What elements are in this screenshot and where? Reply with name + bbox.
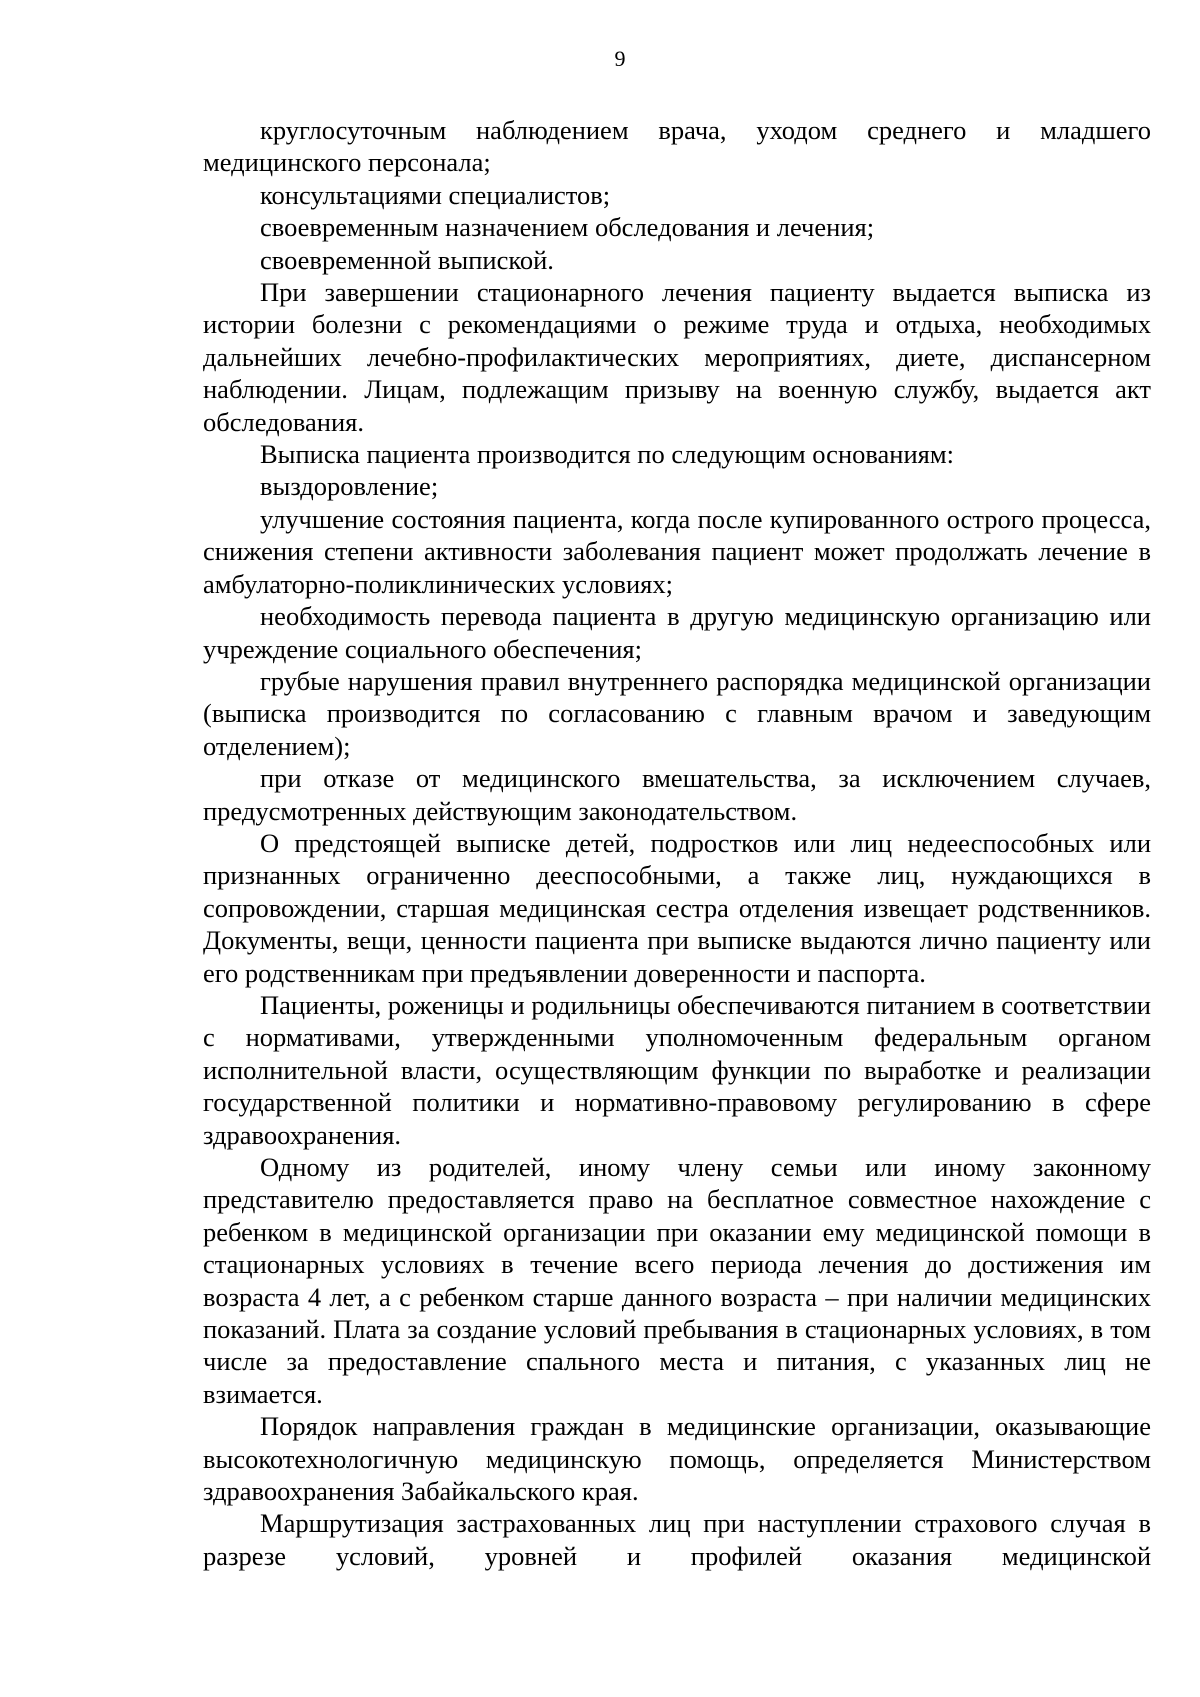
document-body bbox=[203, 114, 1151, 1572]
paragraph: О предстоящей выписке детей, подростков или лиц недееспособных или признанных ограниченно дееспособными, а также лиц, нуждающихся в сопровождении, старшая медицинская сестра отделения извещает родственников. Документы, вещи, ценности пациента при выписке выдаются лично пациенту или его родственникам при предъявлении доверенности и паспорта. bbox=[203, 827, 1151, 988]
paragraph: Пациенты, роженицы и родильницы обеспечиваются питанием в соответствии с нормативами, утвержденными уполномоченным федеральным органом исполнительной власти, осуществляющим функции по выработке и реализации государственной политики и нормативно-правовому регулированию в сфере здравоохранения. bbox=[203, 989, 1151, 1150]
paragraph: своевременным назначением обследования и лечения; bbox=[260, 212, 875, 243]
paragraph: При завершении стационарного лечения пациенту выдается выписка из истории болезни с рекомендациями о режиме труда и отдыха, необходимых дальнейших лечебно-профилактических мероприятиях, диете, диспансерном наблюдении. Лицам, подлежащим призыву на военную службу, выдается акт обследования. bbox=[203, 277, 1151, 437]
paragraph: своевременной выпиской. bbox=[260, 244, 554, 275]
paragraph: консультациями специалистов; bbox=[260, 179, 611, 210]
paragraph: при отказе от медицинского вмешательства, за исключением случаев, предусмотренных действующим законодательством. bbox=[203, 763, 1151, 826]
paragraph: улучшение состояния пациента, когда после купированного острого процесса, снижения степени активности заболевания пациент может продолжать лечение в амбулаторно-поликлинических условиях; bbox=[203, 503, 1151, 599]
paragraph: необходимость перевода пациента в другую медицинскую организацию или учреждение социального обеспечения; bbox=[203, 601, 1151, 664]
paragraph: грубые нарушения правил внутреннего распорядка медицинской организации (выписка производится по согласованию с главным врачом и заведующим отделением); bbox=[203, 665, 1151, 761]
paragraph: Одному из родителей, иному члену семьи или иному законному представителю предоставляется право на бесплатное совместное нахождение с ребенком в медицинской организации при оказании ему медицинской помощи в стационарных условиях в течение всего периода лечения до достижения им возраста 4 лет, а с ребенком старше данного возраста – при наличии медицинских показаний. Плата за создание условий пребывания в стационарных условиях, в том числе за предоставление спального места и питания, с указанных лиц не взимается. bbox=[203, 1152, 1151, 1409]
paragraph: Маршрутизация застрахованных лиц при наступлении страхового случая в разрезе условий, уровней и профилей оказания медицинской bbox=[203, 1508, 1151, 1571]
paragraph: Порядок направления граждан в медицинские организации, оказывающие высокотехнологичную медицинскую помощь, определяется Министерством здравоохранения Забайкальского края. bbox=[203, 1411, 1151, 1507]
page-number: 9 bbox=[614, 46, 626, 71]
paragraph: круглосуточным наблюдением врача, уходом среднего и младшего медицинского персонала; bbox=[203, 115, 1151, 178]
paragraph: выздоровление; bbox=[260, 471, 439, 502]
paragraph: Выписка пациента производится по следующим основаниям: bbox=[260, 439, 954, 470]
